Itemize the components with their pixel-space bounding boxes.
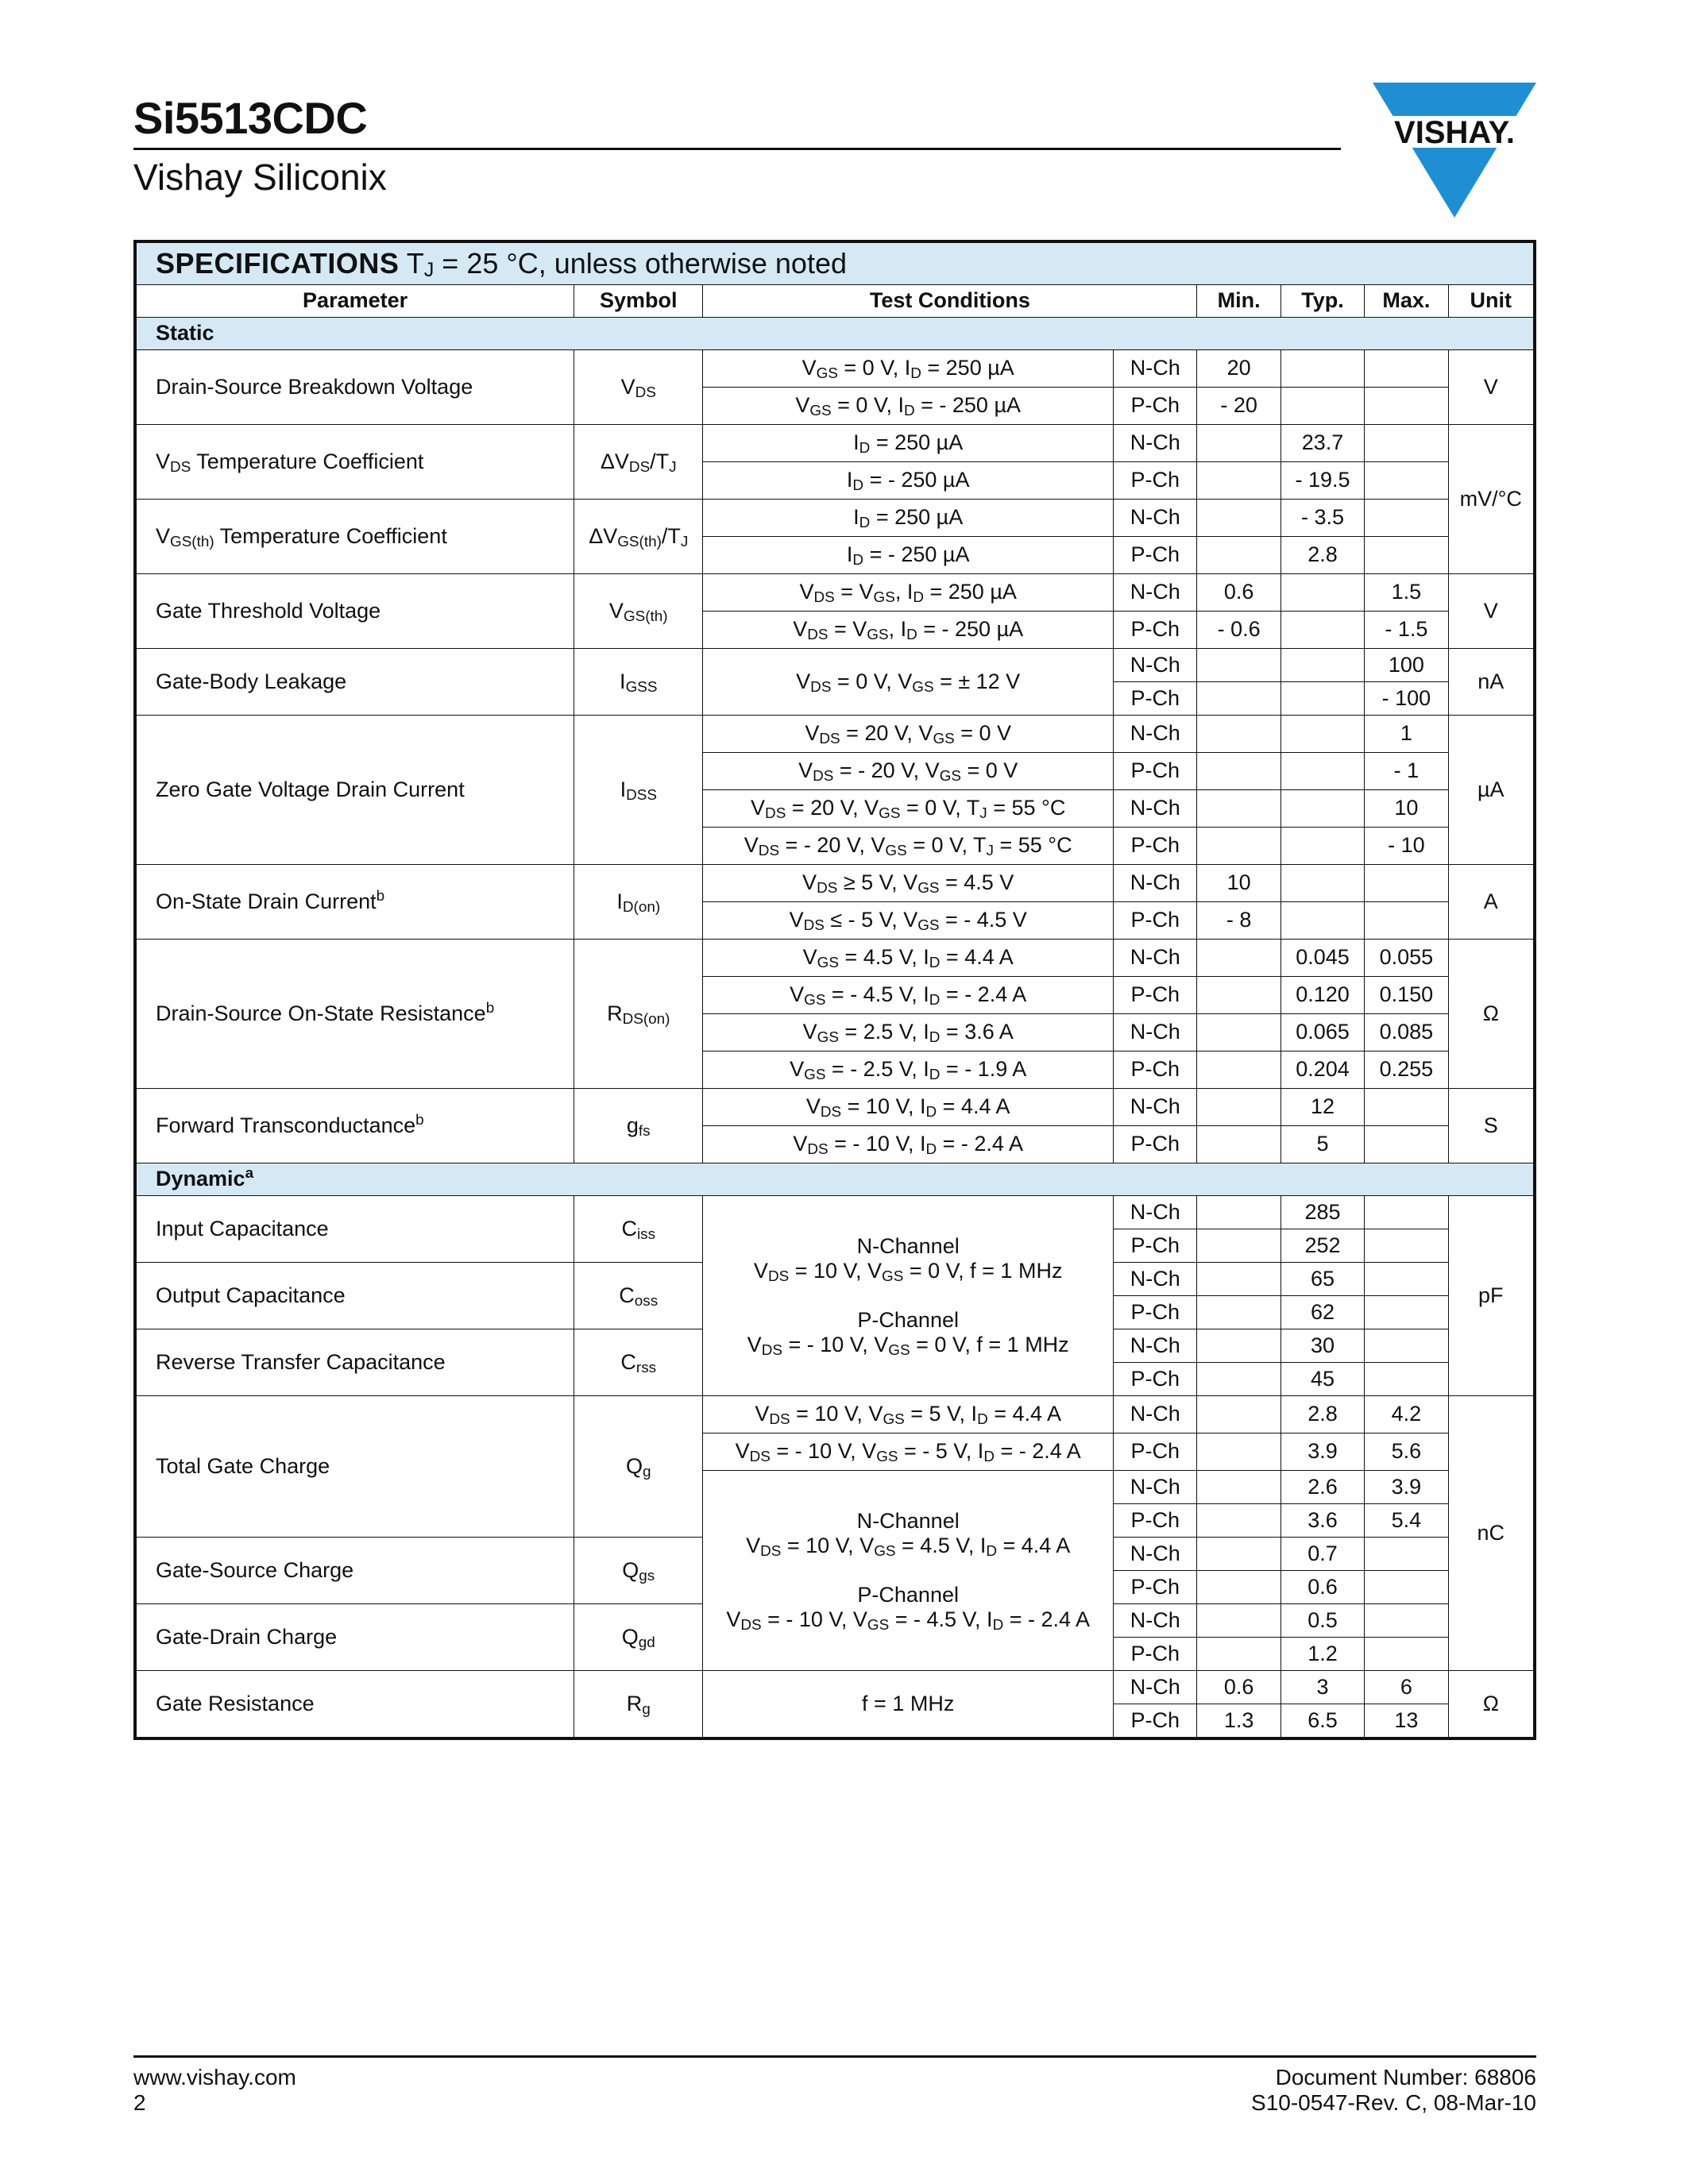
test-condition: $I_D$ = - 250 µA xyxy=(703,537,1114,574)
test-condition: $V_{DS}$ = - 20 V, $V_{GS} = 0$ V, $T_J = 55$ °C xyxy=(703,828,1114,865)
symbol: $g_{fs}$ xyxy=(574,1089,703,1163)
typ-value: 0.120 xyxy=(1280,977,1364,1014)
parameter-name: Output Capacitance xyxy=(137,1263,574,1329)
symbol: $\Delta V_{GS(th)}/T_J$ xyxy=(574,500,703,574)
min-value: 20 xyxy=(1197,350,1280,388)
channel-cell: N-Ch xyxy=(1114,425,1197,462)
max-value xyxy=(1365,1363,1448,1396)
unit: V xyxy=(1448,574,1533,649)
parameter-name: Input Capacitance xyxy=(137,1196,574,1263)
company-division: Vishay Siliconix xyxy=(133,156,387,198)
test-condition: $I_D = 250$ µA xyxy=(703,500,1114,537)
dynamic-row xyxy=(137,1196,1534,1229)
min-value: - 8 xyxy=(1197,902,1280,940)
test-condition: $I_D$ = - 250 µA xyxy=(703,462,1114,500)
typ-value xyxy=(1280,682,1364,716)
test-condition: $V_{GS}$ = - 4.5 V, $I_D$ = - 2.4 A xyxy=(703,977,1114,1014)
typ-value: 0.6 xyxy=(1280,1571,1364,1604)
typ-value xyxy=(1280,902,1364,940)
channel-cell: N-Ch xyxy=(1114,1538,1197,1571)
max-value xyxy=(1365,462,1448,500)
static-row xyxy=(137,350,1534,388)
unit: S xyxy=(1448,1089,1533,1163)
channel-cell: P-Ch xyxy=(1114,462,1197,500)
typ-value: 1.2 xyxy=(1280,1638,1364,1671)
parameter-name: $V_{GS(th)}$ Temperature Coefficient xyxy=(137,500,574,574)
min-value xyxy=(1197,753,1280,790)
typ-value: 12 xyxy=(1280,1089,1364,1126)
channel-cell: P-Ch xyxy=(1114,977,1197,1014)
max-value: 0.255 xyxy=(1365,1051,1448,1089)
test-condition: $V_{DS} = V_{GS}$, $I_D = 250$ µA xyxy=(703,574,1114,612)
column-header-row xyxy=(137,285,1534,318)
test-condition: $V_{GS} = 0$ V, $I_D$ = - 250 µA xyxy=(703,388,1114,425)
column-header: Unit xyxy=(1448,285,1533,318)
page-number: 2 xyxy=(133,2090,146,2115)
channel-cell: N-Ch xyxy=(1114,1196,1197,1229)
max-value xyxy=(1365,1638,1448,1671)
parameter-name: On-State Drain Current$^b$ xyxy=(137,865,574,940)
min-value: - 0.6 xyxy=(1197,612,1280,649)
max-value: 5.4 xyxy=(1365,1504,1448,1538)
part-number-title: Si5513CDC xyxy=(133,93,368,143)
channel-cell: N-Ch xyxy=(1114,500,1197,537)
parameter-name: Gate Threshold Voltage xyxy=(137,574,574,649)
dynamic-row xyxy=(137,1671,1534,1704)
static-row xyxy=(137,1089,1534,1126)
min-value xyxy=(1197,537,1280,574)
symbol: $C_{iss}$ xyxy=(574,1196,703,1263)
revision: S10-0547-Rev. C, 08-Mar-10 xyxy=(1251,2090,1536,2115)
channel-cell: P-Ch xyxy=(1114,1571,1197,1604)
channel-cell: N-Ch xyxy=(1114,790,1197,828)
channel-cell: P-Ch xyxy=(1114,1433,1197,1471)
min-value xyxy=(1197,649,1280,682)
typ-value: 3 xyxy=(1280,1671,1364,1704)
max-value: 0.150 xyxy=(1365,977,1448,1014)
test-condition: $V_{DS}$ ≤ - 5 V, $V_{GS}$ = - 4.5 V xyxy=(703,902,1114,940)
typ-value: 2.8 xyxy=(1280,1396,1364,1433)
channel-cell: N-Ch xyxy=(1114,350,1197,388)
typ-value: 62 xyxy=(1280,1296,1364,1329)
min-value xyxy=(1197,790,1280,828)
max-value xyxy=(1365,1196,1448,1229)
channel-cell: P-Ch xyxy=(1114,537,1197,574)
min-value xyxy=(1197,682,1280,716)
static-row xyxy=(137,865,1534,902)
min-value: 10 xyxy=(1197,865,1280,902)
symbol: $V_{GS(th)}$ xyxy=(574,574,703,649)
typ-value: 6.5 xyxy=(1280,1704,1364,1738)
typ-value: 0.045 xyxy=(1280,940,1364,977)
max-value xyxy=(1365,500,1448,537)
symbol: $R_g$ xyxy=(574,1671,703,1738)
channel-cell: N-Ch xyxy=(1114,1263,1197,1296)
table-heading: SPECIFICATIONS $T_J = 25$ °C, unless otherwise noted xyxy=(137,243,1534,285)
min-value xyxy=(1197,1363,1280,1396)
channel-cell: N-Ch xyxy=(1114,716,1197,753)
specifications-table xyxy=(133,240,1536,1740)
channel-cell: N-Ch xyxy=(1114,1396,1197,1433)
channel-cell: P-Ch xyxy=(1114,1704,1197,1738)
typ-value: 0.7 xyxy=(1280,1538,1364,1571)
unit: mV/°C xyxy=(1448,425,1533,574)
column-header: Test Conditions xyxy=(703,285,1197,318)
min-value xyxy=(1197,1471,1280,1504)
static-row xyxy=(137,649,1534,682)
channel-cell: N-Ch xyxy=(1114,649,1197,682)
channel-cell: P-Ch xyxy=(1114,902,1197,940)
max-value xyxy=(1365,865,1448,902)
typ-value xyxy=(1280,790,1364,828)
column-header: Max. xyxy=(1365,285,1448,318)
channel-cell: N-Ch xyxy=(1114,940,1197,977)
max-value: 100 xyxy=(1365,649,1448,682)
test-condition: $V_{DS} = 0$ V, $V_{GS}$ = ± 12 V xyxy=(703,649,1114,716)
test-condition: N-Channel $V_{DS} = 10$ V, $V_{GS} = 0$ V, f = 1 MHz P-Channel $V_{DS}$ = - 10 V, $V_{GS} = 0$ V, f = 1 MHz xyxy=(703,1196,1114,1396)
section-dynamic: Dynamic$^a$ xyxy=(137,1163,1534,1196)
channel-cell: P-Ch xyxy=(1114,1296,1197,1329)
parameter-name: Drain-Source On-State Resistance$^b$ xyxy=(137,940,574,1089)
min-value: 1.3 xyxy=(1197,1704,1280,1738)
symbol: $Q_{gd}$ xyxy=(574,1604,703,1671)
min-value xyxy=(1197,1051,1280,1089)
max-value: 1 xyxy=(1365,716,1448,753)
column-header: Typ. xyxy=(1280,285,1364,318)
max-value: 0.085 xyxy=(1365,1014,1448,1051)
footer-rule xyxy=(133,2055,1536,2058)
symbol: $I_{DSS}$ xyxy=(574,716,703,865)
max-value xyxy=(1365,388,1448,425)
typ-value: 3.9 xyxy=(1280,1433,1364,1471)
test-condition: f = 1 MHz xyxy=(703,1671,1114,1738)
typ-value xyxy=(1280,388,1364,425)
symbol: $R_{DS(on)}$ xyxy=(574,940,703,1089)
typ-value: 30 xyxy=(1280,1329,1364,1363)
channel-cell: P-Ch xyxy=(1114,1363,1197,1396)
parameter-name: Total Gate Charge xyxy=(137,1396,574,1538)
parameter-name: Gate-Body Leakage xyxy=(137,649,574,716)
min-value xyxy=(1197,1604,1280,1638)
static-row xyxy=(137,574,1534,612)
channel-cell: P-Ch xyxy=(1114,753,1197,790)
min-value xyxy=(1197,1538,1280,1571)
min-value xyxy=(1197,462,1280,500)
static-row xyxy=(137,940,1534,977)
test-condition: $V_{DS}$ = - 10 V, $I_D$ = - 2.4 A xyxy=(703,1126,1114,1163)
test-condition: $V_{DS}$ = - 20 V, $V_{GS} = 0$ V xyxy=(703,753,1114,790)
min-value xyxy=(1197,1296,1280,1329)
typ-value: - 19.5 xyxy=(1280,462,1364,500)
test-condition: $V_{DS} \ge 5$ V, $V_{GS} = 4.5$ V xyxy=(703,865,1114,902)
footer-right xyxy=(1251,2065,1536,2116)
channel-cell: P-Ch xyxy=(1114,1051,1197,1089)
max-value: 1.5 xyxy=(1365,574,1448,612)
channel-cell: N-Ch xyxy=(1114,574,1197,612)
max-value xyxy=(1365,1296,1448,1329)
max-value xyxy=(1365,1604,1448,1638)
max-value: - 1.5 xyxy=(1365,612,1448,649)
symbol: $V_{DS}$ xyxy=(574,350,703,425)
unit: pF xyxy=(1448,1196,1533,1396)
typ-value xyxy=(1280,612,1364,649)
test-condition: $I_D = 250$ µA xyxy=(703,425,1114,462)
dynamic-row xyxy=(137,1396,1534,1433)
typ-value xyxy=(1280,716,1364,753)
test-condition: $V_{GS} = 2.5$ V, $I_D = 3.6$ A xyxy=(703,1014,1114,1051)
min-value xyxy=(1197,1433,1280,1471)
unit: nC xyxy=(1448,1396,1533,1671)
vishay-logo xyxy=(1373,83,1536,218)
test-condition: $V_{DS} = 20$ V, $V_{GS} = 0$ V, $T_J = 55$ °C xyxy=(703,790,1114,828)
max-value xyxy=(1365,1263,1448,1296)
typ-value: 0.5 xyxy=(1280,1604,1364,1638)
max-value xyxy=(1365,1126,1448,1163)
section-static: Static xyxy=(137,318,1534,350)
typ-value: 3.6 xyxy=(1280,1504,1364,1538)
symbol: $I_{GSS}$ xyxy=(574,649,703,716)
channel-cell: P-Ch xyxy=(1114,1126,1197,1163)
max-value xyxy=(1365,537,1448,574)
test-condition: $V_{GS} = 4.5$ V, $I_D = 4.4$ A xyxy=(703,940,1114,977)
min-value xyxy=(1197,1504,1280,1538)
parameter-name: $V_{DS}$ Temperature Coefficient xyxy=(137,425,574,500)
typ-value: 23.7 xyxy=(1280,425,1364,462)
title-rule xyxy=(133,148,1341,150)
parameter-name: Reverse Transfer Capacitance xyxy=(137,1329,574,1396)
typ-value: 0.204 xyxy=(1280,1051,1364,1089)
unit: A xyxy=(1448,865,1533,940)
min-value xyxy=(1197,716,1280,753)
section-dynamic-row xyxy=(137,1163,1534,1196)
parameter-name: Drain-Source Breakdown Voltage xyxy=(137,350,574,425)
table-heading-row xyxy=(137,243,1534,285)
max-value: 3.9 xyxy=(1365,1471,1448,1504)
test-condition: $V_{GS}$ = - 2.5 V, $I_D$ = - 1.9 A xyxy=(703,1051,1114,1089)
unit: nA xyxy=(1448,649,1533,716)
min-value xyxy=(1197,1196,1280,1229)
typ-value xyxy=(1280,574,1364,612)
symbol: $I_{D(on)}$ xyxy=(574,865,703,940)
column-header: Min. xyxy=(1197,285,1280,318)
test-condition: $V_{GS} = 0$ V, $I_D = 250$ µA xyxy=(703,350,1114,388)
channel-cell: N-Ch xyxy=(1114,1604,1197,1638)
max-value xyxy=(1365,1571,1448,1604)
channel-cell: P-Ch xyxy=(1114,828,1197,865)
min-value xyxy=(1197,1571,1280,1604)
channel-cell: P-Ch xyxy=(1114,1229,1197,1263)
min-value: 0.6 xyxy=(1197,1671,1280,1704)
typ-value: 252 xyxy=(1280,1229,1364,1263)
column-header: Parameter xyxy=(137,285,574,318)
channel-cell: N-Ch xyxy=(1114,1014,1197,1051)
min-value xyxy=(1197,940,1280,977)
max-value: 13 xyxy=(1365,1704,1448,1738)
channel-cell: P-Ch xyxy=(1114,682,1197,716)
symbol: $\Delta V_{DS}/T_J$ xyxy=(574,425,703,500)
unit: V xyxy=(1448,350,1533,425)
typ-value: 5 xyxy=(1280,1126,1364,1163)
max-value xyxy=(1365,1089,1448,1126)
typ-value xyxy=(1280,828,1364,865)
min-value xyxy=(1197,1329,1280,1363)
symbol: $C_{oss}$ xyxy=(574,1263,703,1329)
max-value: 0.055 xyxy=(1365,940,1448,977)
test-condition: $V_{DS} = 10$ V, $I_D = 4.4$ A xyxy=(703,1089,1114,1126)
parameter-name: Zero Gate Voltage Drain Current xyxy=(137,716,574,865)
channel-cell: P-Ch xyxy=(1114,388,1197,425)
typ-value: 65 xyxy=(1280,1263,1364,1296)
max-value: 6 xyxy=(1365,1671,1448,1704)
section-static-row xyxy=(137,318,1534,350)
max-value: - 10 xyxy=(1365,828,1448,865)
channel-cell: N-Ch xyxy=(1114,1471,1197,1504)
static-row xyxy=(137,425,1534,462)
footer-left xyxy=(133,2065,296,2116)
max-value: 5.6 xyxy=(1365,1433,1448,1471)
typ-value xyxy=(1280,865,1364,902)
channel-cell: N-Ch xyxy=(1114,865,1197,902)
min-value: 0.6 xyxy=(1197,574,1280,612)
min-value xyxy=(1197,1229,1280,1263)
typ-value xyxy=(1280,753,1364,790)
typ-value: 45 xyxy=(1280,1363,1364,1396)
max-value: - 100 xyxy=(1365,682,1448,716)
min-value xyxy=(1197,1126,1280,1163)
symbol: $Q_{gs}$ xyxy=(574,1538,703,1604)
channel-cell: P-Ch xyxy=(1114,1638,1197,1671)
min-value xyxy=(1197,1014,1280,1051)
website-link[interactable]: www.vishay.com xyxy=(133,2065,296,2089)
symbol: $Q_g$ xyxy=(574,1396,703,1538)
channel-cell: P-Ch xyxy=(1114,612,1197,649)
typ-value: 2.8 xyxy=(1280,537,1364,574)
unit: Ω xyxy=(1448,940,1533,1089)
document-number: Document Number: 68806 xyxy=(1275,2065,1536,2089)
test-condition: N-Channel $V_{DS} = 10$ V, $V_{GS} = 4.5$ V, $I_D = 4.4$ A P-Channel $V_{DS}$ = - 10 V, $V_{GS}$ = - 4.5 V, $I_D$ = - 2.4 A xyxy=(703,1471,1114,1671)
min-value: - 20 xyxy=(1197,388,1280,425)
typ-value xyxy=(1280,649,1364,682)
max-value xyxy=(1365,425,1448,462)
test-condition: $V_{DS} = 10$ V, $V_{GS} = 5$ V, $I_D = 4.4$ A xyxy=(703,1396,1114,1433)
channel-cell: N-Ch xyxy=(1114,1329,1197,1363)
min-value xyxy=(1197,977,1280,1014)
channel-cell: P-Ch xyxy=(1114,1504,1197,1538)
min-value xyxy=(1197,828,1280,865)
test-condition: $V_{DS}$ = - 10 V, $V_{GS}$ = - 5 V, $I_D$ = - 2.4 A xyxy=(703,1433,1114,1471)
typ-value xyxy=(1280,350,1364,388)
parameter-name: Gate-Drain Charge xyxy=(137,1604,574,1671)
test-condition: $V_{DS} = 20$ V, $V_{GS} = 0$ V xyxy=(703,716,1114,753)
max-value: 10 xyxy=(1365,790,1448,828)
max-value xyxy=(1365,1329,1448,1363)
typ-value: 2.6 xyxy=(1280,1471,1364,1504)
logo-text: VISHAY. xyxy=(1394,115,1515,150)
max-value xyxy=(1365,1538,1448,1571)
max-value: 4.2 xyxy=(1365,1396,1448,1433)
column-header: Symbol xyxy=(574,285,703,318)
symbol: $C_{rss}$ xyxy=(574,1329,703,1396)
min-value xyxy=(1197,1089,1280,1126)
test-condition: $V_{DS} = V_{GS}$, $I_D$ = - 250 µA xyxy=(703,612,1114,649)
static-row xyxy=(137,500,1534,537)
max-value: - 1 xyxy=(1365,753,1448,790)
unit: Ω xyxy=(1448,1671,1533,1738)
max-value xyxy=(1365,350,1448,388)
static-row xyxy=(137,716,1534,753)
channel-cell: N-Ch xyxy=(1114,1671,1197,1704)
parameter-name: Gate Resistance xyxy=(137,1671,574,1738)
channel-cell: N-Ch xyxy=(1114,1089,1197,1126)
min-value xyxy=(1197,500,1280,537)
parameter-name: Gate-Source Charge xyxy=(137,1538,574,1604)
unit: µA xyxy=(1448,716,1533,865)
typ-value: - 3.5 xyxy=(1280,500,1364,537)
parameter-name: Forward Transconductance$^b$ xyxy=(137,1089,574,1163)
max-value xyxy=(1365,902,1448,940)
typ-value: 0.065 xyxy=(1280,1014,1364,1051)
min-value xyxy=(1197,1638,1280,1671)
min-value xyxy=(1197,425,1280,462)
typ-value: 285 xyxy=(1280,1196,1364,1229)
min-value xyxy=(1197,1396,1280,1433)
max-value xyxy=(1365,1229,1448,1263)
min-value xyxy=(1197,1263,1280,1296)
